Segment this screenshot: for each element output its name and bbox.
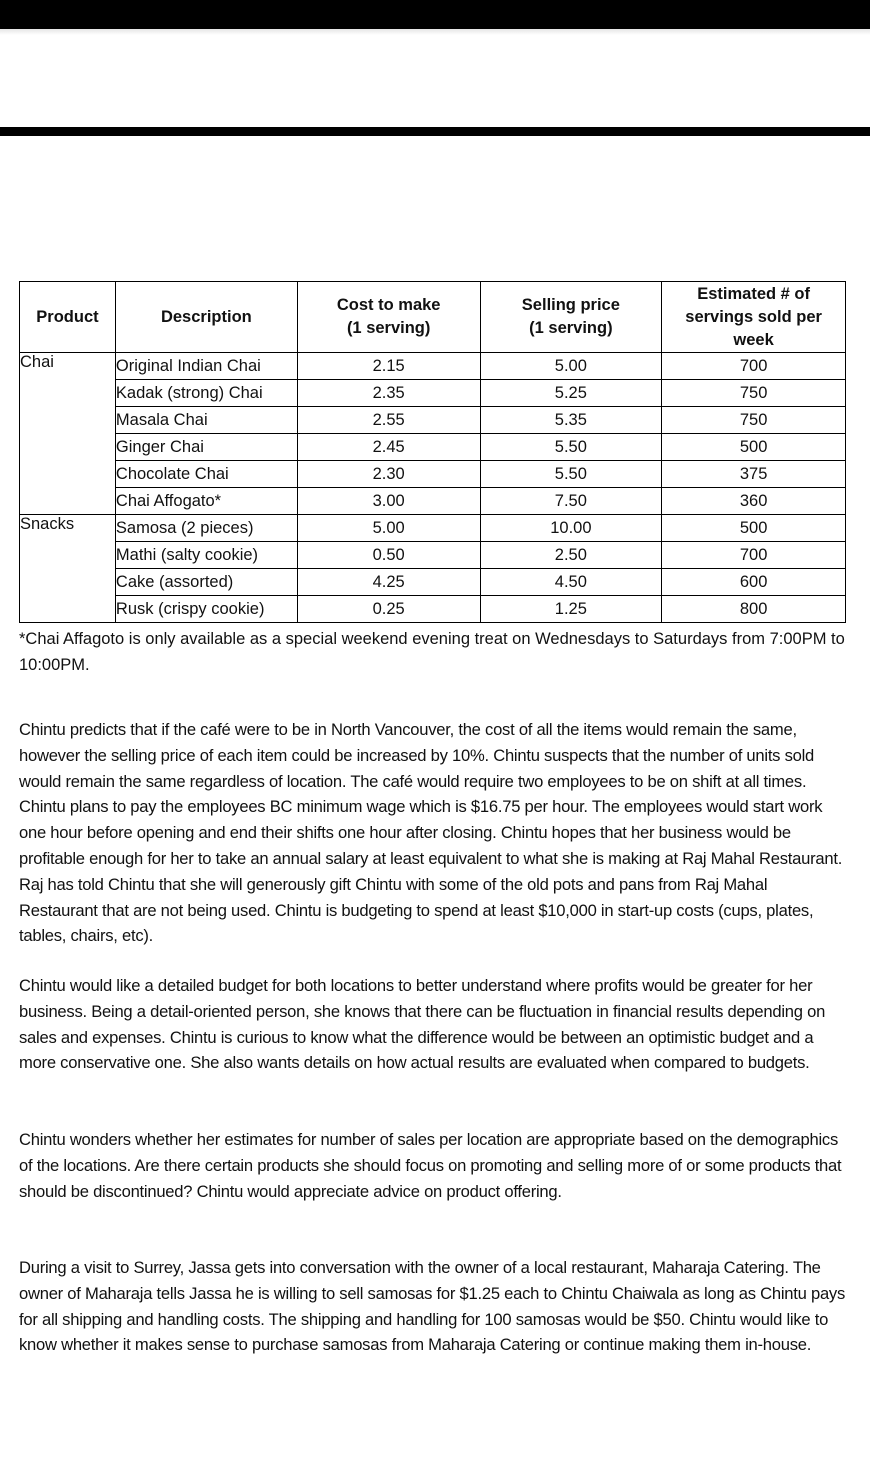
item-cost: 2.15 — [297, 353, 480, 380]
item-price: 5.35 — [480, 407, 662, 434]
top-black-bar — [0, 0, 870, 29]
header-description: Description — [115, 282, 297, 353]
item-price: 4.50 — [480, 569, 662, 596]
item-cost: 2.35 — [297, 380, 480, 407]
item-description: Cake (assorted) — [115, 569, 297, 596]
item-price: 5.00 — [480, 353, 662, 380]
item-cost: 2.30 — [297, 461, 480, 488]
item-estimated-servings: 750 — [662, 380, 846, 407]
item-description: Original Indian Chai — [115, 353, 297, 380]
table-row — [20, 353, 846, 380]
table-row — [20, 488, 846, 515]
item-price: 10.00 — [480, 515, 662, 542]
table-row — [20, 380, 846, 407]
item-price: 5.50 — [480, 461, 662, 488]
item-cost: 5.00 — [297, 515, 480, 542]
item-description: Chai Affogato* — [115, 488, 297, 515]
table-body — [20, 353, 846, 623]
paragraph-samosa-sourcing: During a visit to Surrey, Jassa gets into conversation with the owner of a local restaurant, Maharaja Catering. The owner of Maharaja tells Jassa he is willing to sell samosas for $1.25 each to Chintu Chaiwala as long as Chintu pays for all shipping and handling costs. The shipping and handling for 100 samosas would be $50. Chintu would like to know whether it makes sense to purchase samosas from Maharaja Catering or continue making them in-house. — [19, 1258, 846, 1355]
table-header-row — [20, 282, 846, 353]
item-estimated-servings: 375 — [662, 461, 846, 488]
item-cost: 2.45 — [297, 434, 480, 461]
item-price: 2.50 — [480, 542, 662, 569]
table-row — [20, 434, 846, 461]
item-description: Samosa (2 pieces) — [115, 515, 297, 542]
item-description: Mathi (salty cookie) — [115, 542, 297, 569]
item-estimated-servings: 500 — [662, 515, 846, 542]
menu-table — [19, 281, 846, 623]
item-estimated-servings: 700 — [662, 353, 846, 380]
item-description: Ginger Chai — [115, 434, 297, 461]
item-estimated-servings: 600 — [662, 569, 846, 596]
item-price: 5.25 — [480, 380, 662, 407]
item-cost: 4.25 — [297, 569, 480, 596]
table-row — [20, 461, 846, 488]
item-description: Masala Chai — [115, 407, 297, 434]
header-price: Selling price (1 serving) — [480, 282, 662, 353]
item-price: 5.50 — [480, 434, 662, 461]
item-description: Rusk (crispy cookie) — [115, 596, 297, 623]
table-row — [20, 542, 846, 569]
table-row — [20, 596, 846, 623]
top-bar-shadow — [0, 29, 870, 35]
paragraph-product-offering: Chintu wonders whether her estimates for number of sales per location are appropriate based on the demographics of the locations. Are there certain products she should focus on promoting and selling more of or some products that should be discontinued? Chintu would appreciate advice on product offering. — [19, 1130, 842, 1201]
paragraph-budget: Chintu would like a detailed budget for both locations to better understand where profits would be greater for her business. Being a detail-oriented person, she knows that there can be fluctuation in financial results depending on sales and expenses. Chintu is curious to know what the difference would be between an optimistic budget and a more conservative one. She also wants details on how actual results are evaluated when compared to budgets. — [19, 976, 826, 1073]
item-estimated-servings: 800 — [662, 596, 846, 623]
item-price: 7.50 — [480, 488, 662, 515]
item-estimated-servings: 700 — [662, 542, 846, 569]
item-estimated-servings: 750 — [662, 407, 846, 434]
item-description: Chocolate Chai — [115, 461, 297, 488]
footnote: *Chai Affagoto is only available as a special weekend evening treat on Wednesdays to Saturdays from 7:00PM to 10:00PM. — [19, 630, 845, 674]
item-price: 1.25 — [480, 596, 662, 623]
item-cost: 0.25 — [297, 596, 480, 623]
horizontal-rule — [0, 127, 870, 136]
item-estimated-servings: 500 — [662, 434, 846, 461]
product-category: Chai — [20, 353, 116, 515]
table-row — [20, 407, 846, 434]
paragraph-north-vancouver: Chintu predicts that if the café were to be in North Vancouver, the cost of all the items would remain the same, however the selling price of each item could be increased by 10%. Chintu suspects that the number of units sold would remain the same regardless of location. The café would require two employees to be on shift at all times. Chintu plans to pay the employees BC minimum wage which is $16.75 per hour. The employees would start work one hour before opening and end their shifts one hour after closing. Chintu hopes that her business would be profitable enough for her to take an annual salary at least equivalent to what she is making at Raj Mahal Restaurant. Raj has told Chintu that she will generously gift Chintu with some of the old pots and pans from Raj Mahal Restaurant that are not being used. Chintu is budgeting to spend at least $10,000 in start-up costs (cups, plates, tables, chairs, etc). — [19, 720, 843, 946]
header-cost: Cost to make (1 serving) — [297, 282, 480, 353]
item-cost: 2.55 — [297, 407, 480, 434]
table-row — [20, 569, 846, 596]
item-estimated-servings: 360 — [662, 488, 846, 515]
header-product: Product — [20, 282, 116, 353]
product-category: Snacks — [20, 515, 116, 623]
item-cost: 0.50 — [297, 542, 480, 569]
table-row — [20, 515, 846, 542]
item-description: Kadak (strong) Chai — [115, 380, 297, 407]
item-cost: 3.00 — [297, 488, 480, 515]
header-estimated: Estimated # of servings sold per week — [662, 282, 846, 353]
